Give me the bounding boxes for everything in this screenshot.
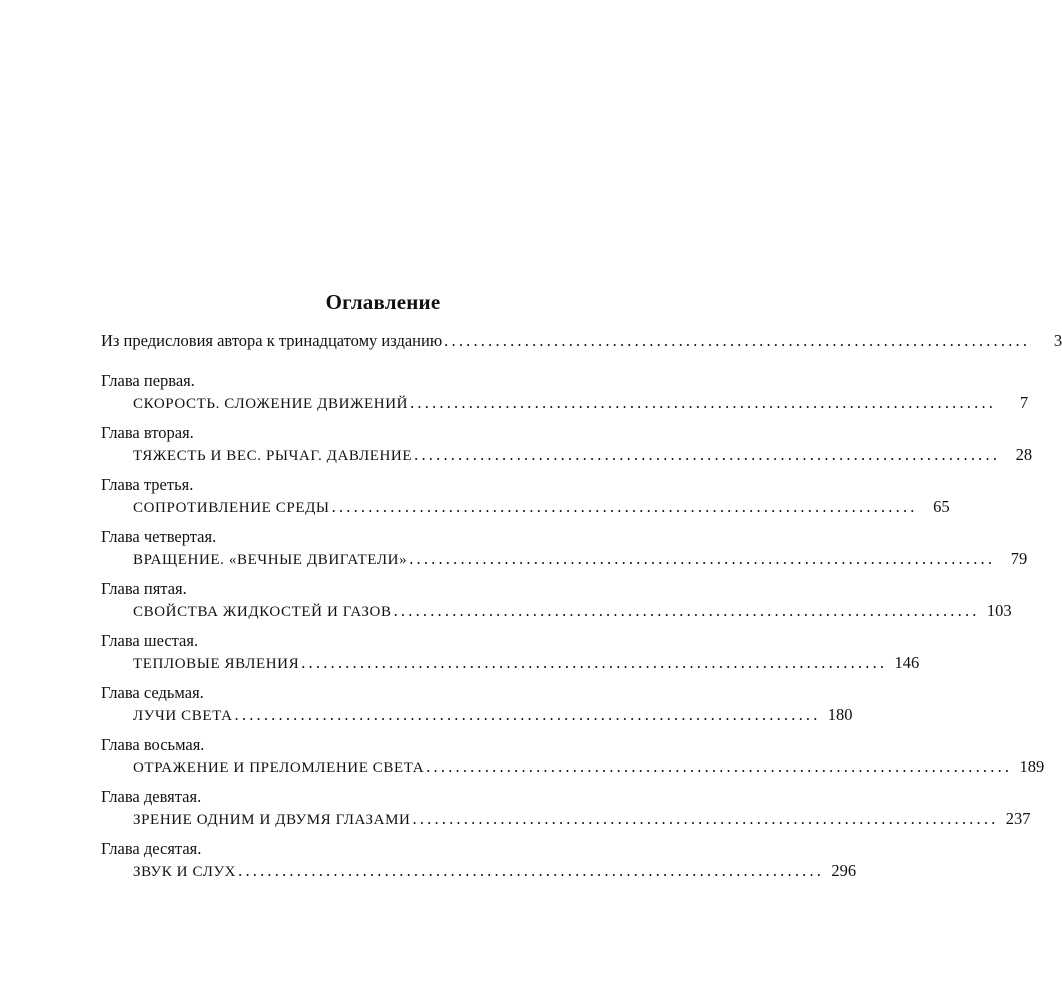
chapter-label: Глава пятая. [101,579,187,598]
chapter-title: СВОЙСТВА ЖИДКОСТЕЙ И ГАЗОВ [133,604,392,620]
page-title: Оглавление [325,290,441,314]
toc-page-number: 7 [1019,393,1029,412]
chapter-title: ЗРЕНИЕ ОДНИМ И ДВУМЯ ГЛАЗАМИ [133,812,411,828]
chapter-title: СОПРОТИВЛЕНИЕ СРЕДЫ [133,500,330,516]
chapter-label: Глава девятая. [101,787,202,806]
dot-leader: ................................................................................ [393,601,980,620]
toc-entry-preface [101,330,1062,352]
toc-page-number: 237 [1005,809,1031,828]
toc-entry-chapter-4 [101,526,1028,570]
toc-entry-chapter-8 [101,734,1045,778]
dot-leader: ................................................................................ [301,653,888,672]
chapter-label: Глава первая. [101,371,195,390]
toc-entry-chapter-9 [101,786,1031,830]
chapter-title: ТЯЖЕСТЬ И ВЕС. РЫЧАГ. ДАВЛЕНИЕ [133,448,413,464]
toc-entry-title: Из предисловия автора к тринадцатому изданию [101,331,443,350]
dot-leader: ................................................................................ [409,549,996,568]
chapter-title: ВРАЩЕНИЕ. «ВЕЧНЫЕ ДВИГАТЕЛИ» [133,552,408,568]
chapter-title: ЗВУК И СЛУХ [133,864,237,880]
dot-leader: ................................................................................ [414,445,1001,464]
toc-page-number: 189 [1019,757,1045,776]
toc-entry-chapter-7 [101,682,853,726]
toc-page-number: 180 [827,705,853,724]
dot-leader: ................................................................................ [234,705,821,724]
dot-leader: ................................................................................ [331,497,918,516]
toc-entry-chapter-2 [101,422,1033,466]
chapter-label: Глава десятая. [101,839,202,858]
chapter-title: ЛУЧИ СВЕТА [133,708,233,724]
toc-page-number: 103 [986,601,1012,620]
chapter-title: ОТРАЖЕНИЕ И ПРЕЛОМЛЕНИЕ СВЕТА [133,760,425,776]
toc-page-number: 146 [894,653,920,672]
chapter-label: Глава вторая. [101,423,194,442]
dot-leader: ................................................................................ [238,861,825,880]
toc-page-number: 65 [933,497,950,516]
chapter-title: СКОРОСТЬ. СЛОЖЕНИЕ ДВИЖЕНИЙ [133,396,409,412]
toc-entry-chapter-5 [101,578,1012,622]
chapter-label: Глава третья. [101,475,194,494]
chapter-label: Глава седьмая. [101,683,204,702]
dot-leader: ................................................................................ [412,809,999,828]
toc-entry-chapter-1 [101,370,1029,414]
dot-leader: ................................................................................ [444,331,1031,350]
toc-page-number: 3 [1053,331,1062,350]
toc-page-number: 28 [1015,445,1033,464]
chapter-label: Глава шестая. [101,631,199,650]
dot-leader: ................................................................................ [410,393,997,412]
table-of-contents [101,330,1062,890]
chapter-label: Глава четвертая. [101,527,217,546]
dot-leader: ................................................................................ [426,757,1013,776]
toc-page-number: 79 [1010,549,1028,568]
toc-page-number: 296 [831,861,857,880]
toc-entry-chapter-3 [101,474,950,518]
toc-entry-chapter-10 [101,838,857,882]
toc-entry-chapter-6 [101,630,920,674]
chapter-label: Глава восьмая. [101,735,205,754]
chapter-title: ТЕПЛОВЫЕ ЯВЛЕНИЯ [133,656,300,672]
